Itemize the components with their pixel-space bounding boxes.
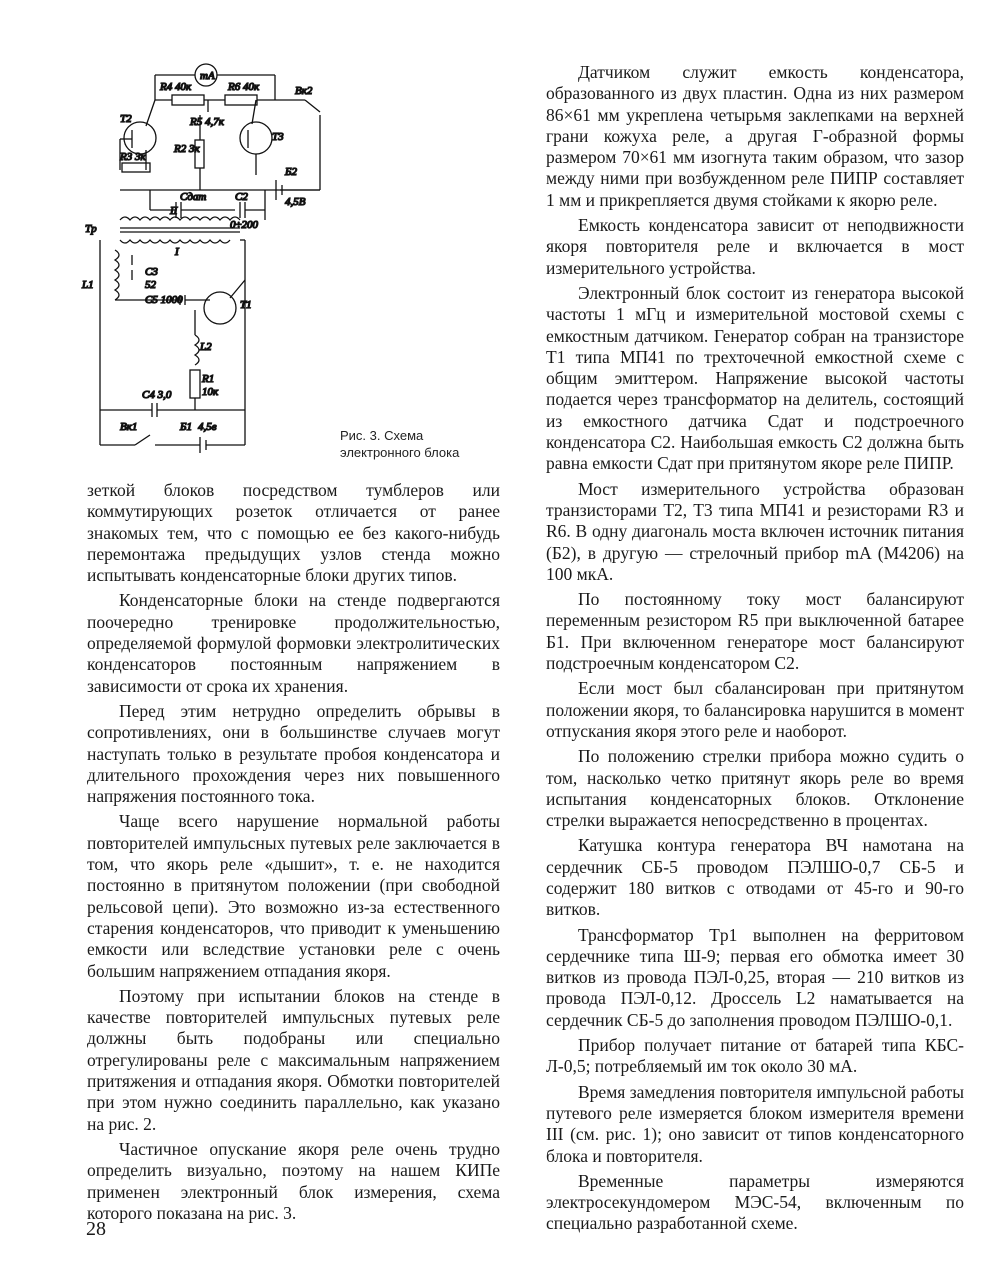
paragraph: По положению стрелки прибора можно судить о том, насколько четко притянут якорь реле во время испытания конденсаторных блоков. Отклонение стрелки выражается непосредственно в процентах. [546,746,964,831]
label-t1: T1 [240,299,252,311]
figure-caption: Рис. 3. Схема электронного блока [340,428,460,460]
label-t3: T3 [272,131,284,143]
paragraph: Время замедления повторителя импульсной работы путевого реле измеряется блоком измерителя времени III (см. рис. 1); оно зависит от типов конденсаторного блока и повторителя. [546,1081,964,1166]
label-vk2: Вк2 [295,85,313,97]
label-r4: R4 40к [160,81,192,93]
label-r5: R5 4,7к [190,116,224,128]
label-r3: R3 3к [120,151,146,163]
resistor-r4 [172,95,204,105]
left-column [87,480,500,1228]
circuit-figure [80,60,330,460]
label-b2-voltage: 4,5В [285,196,306,208]
label-cdat: Cдат [180,191,207,203]
label-winding-1: I [175,246,179,258]
paragraph: зеткой блоков посредством тумблеров или коммутирующих розеток отличается от ранее знакомых тем, что с помощью ее без какого-нибудь перемонтажа предыдущих узлов стенда можно испытывать конденсаторные блоки других типов. [87,480,500,586]
paragraph: Конденсаторные блоки на стенде подвергаются поочередно тренировке продолжительностью, определяемой формулой формовки электролитических конденсаторов постоянным напряжением в зависимости от срока их хранения. [87,590,500,696]
label-c4: C4 3,0 [142,389,172,401]
paragraph: Датчиком служит емкость конденсатора, образованного из двух пластин. Одна из них размером 86×61 мм укреплена четырьмя заклепками на верхней грани кожуха реле, а другая Г-образной формы размером 70×61 мм изогнута таким образом, что зазор между ними при возбужденном реле ПИПР составляет 1 мм и прикрепляется двумя стойками к якорю реле. [546,62,964,210]
label-vk1: Вк1 [120,421,138,433]
paragraph: Поэтому при испытании блоков на стенде в качестве повторителей импульсных путевых реле должны быть подобраны или специально отрегулированы реле с максимальным напряжением притяжения и отпадания якоря. Обмотки повторителей при этом нужно соединить параллельно, как указано на рис. 2. [87,985,500,1134]
label-c2-range: 0÷200 [230,219,259,231]
label-winding-2: II [170,205,178,217]
label-l2: L2 [200,341,212,353]
paragraph: Мост измерительного устройства образован транзисторами T2, T3 типа МП41 и резисторами R3 и R6. В одну диагональ моста включен источник питания (Б2), в другую — стрелочный прибор mA (М4206) на 100 мкА. [546,478,964,584]
label-c3: C3 [145,266,158,278]
paragraph: Временные параметры измеряются электросекундомером МЭС-54, включенным по специально разработанной схеме. [546,1170,964,1234]
paragraph: Катушка контура генератора ВЧ намотана на сердечник СБ-5 проводом ПЭЛШО-0,7 СБ-5 и содержит 180 витков с отводами от 45-го и 90-го витков. [546,835,964,920]
right-column [546,62,964,1239]
transistor-t3 [240,122,272,154]
label-b2: Б2 [285,166,297,178]
paragraph: Если мост был сбалансирован при притянутом положении якоря, то балансировка нарушится в момент отпускания якоря этого реле и наоборот. [546,678,964,741]
paragraph: Электронный блок состоит из генератора высокой частоты 1 мГц и измерительной мостовой схемы с емкостным датчиком. Генератор собран на транзисторе Т1 типа МП41 по трехточечной емкостной схеме с общим эмиттером. Напряжение высокой частоты подается через трансформатор на делитель, состоящий из емкостного датчика Cдат и подстроечного конденсатора C2. Наибольшая емкость C2 должна быть равна емкости Cдат при притянутом якоре реле ПИПР. [546,282,964,474]
paragraph: Емкость конденсатора зависит от неподвижности якоря повторителя реле и включается в мост измерительного устройства. [546,215,964,278]
label-c3-value: 52 [145,279,156,291]
label-b1-voltage: 4,5в [198,421,217,433]
page-number: 28 [86,1218,106,1240]
paragraph: Частичное опускание якоря реле очень трудно определить визуально, поэтому на нашем КИПе применен электронный блок измерения, схема которого показана на рис. 3. [87,1138,500,1223]
transistor-t2 [124,122,156,154]
paragraph: Трансформатор Tp1 выполнен на ферритовом сердечнике типа Ш-9; первая его обмотка имеет 30 витков из провода ПЭЛ-0,25, вторая — 210 витков из провода ПЭЛ-0,12. Дроссель L2 наматывается на сердечник СБ-5 до заполнения проводом ПЭЛШО-0,1. [546,924,964,1030]
label-c2: C2 [235,191,248,203]
circuit-schematic [80,60,330,460]
label-c5: C5 1000 [145,294,183,306]
label-r2: R2 3к [174,143,200,155]
label-tr: Tр [85,223,97,235]
resistor-r6 [225,95,257,105]
label-r1-value: 10к [202,386,219,398]
label-ma: mA [200,70,215,82]
paragraph: Чаще всего нарушение нормальной работы повторителей импульсных путевых реле заключается в том, что якорь реле «дышит», т. е. не находится постоянно в притянутом положении (при свободной рельсовой цепи). Это возможно из-за естественного старения конденсаторов, что приводит к уменьшению емкости или вследствие установки реле с очень большим напряжением отпадания якоря. [87,811,500,981]
label-r1: R1 [202,373,215,385]
label-t2: T2 [120,113,132,125]
label-b1: Б1 [180,421,192,433]
label-l1: L1 [82,279,94,291]
paragraph: Перед этим нетрудно определить обрывы в сопротивлениях, они в большинстве случаев могут наступать только в результате пробоя конденсатора и длительного прохождения через них повышенного напряжения постоянного тока. [87,700,500,807]
paragraph: По постоянному току мост балансируют переменным резистором R5 при выключенной батарее Б1. При включенном генераторе мост балансируют подстроечным конденсатором C2. [546,589,964,674]
label-r6: R6 40к [228,81,260,93]
paragraph: Прибор получает питание от батарей типа КБС-Л-0,5; потребляемый им ток около 30 мА. [546,1035,964,1077]
